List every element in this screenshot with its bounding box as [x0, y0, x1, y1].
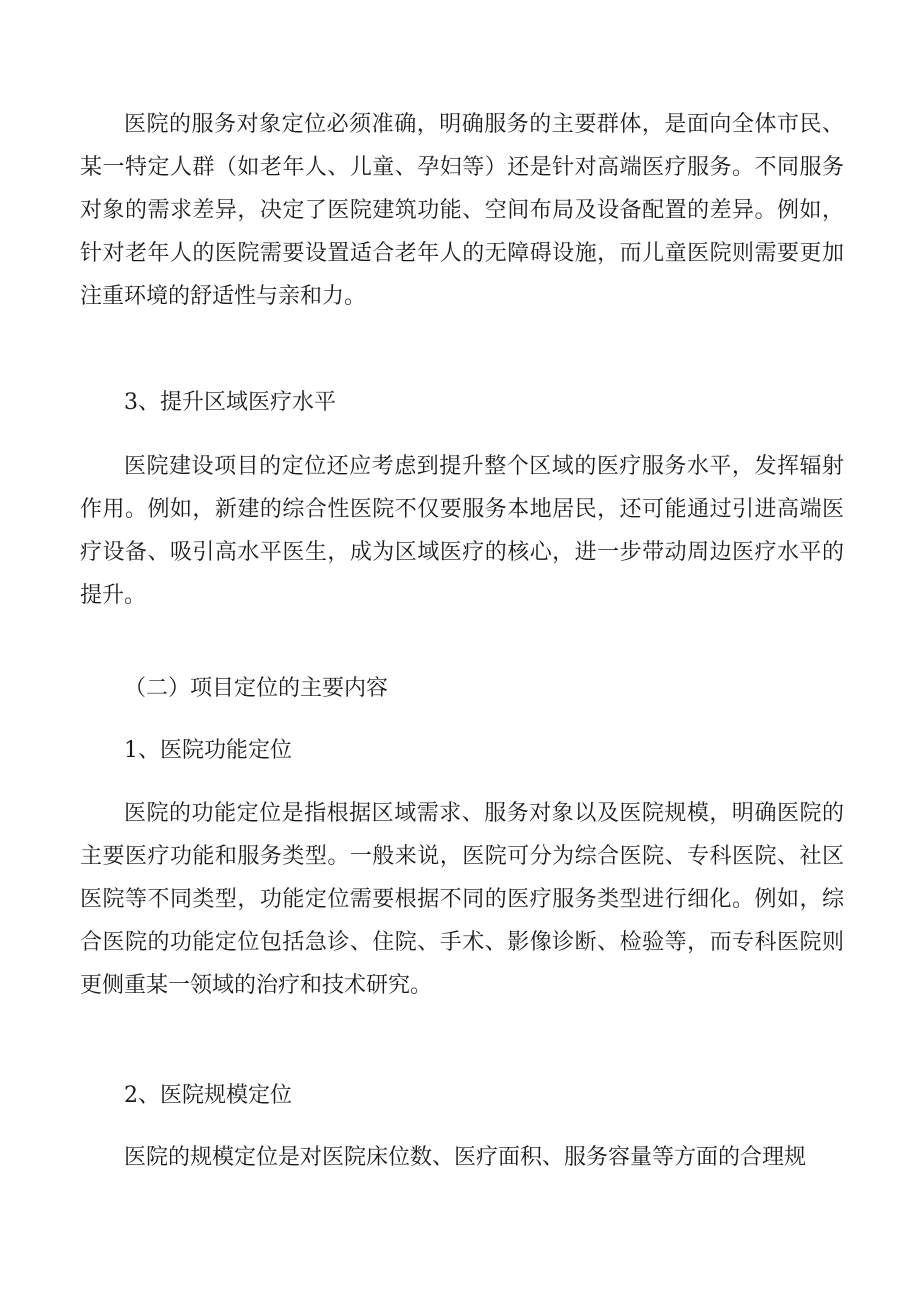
body-paragraph-scale-positioning: 医院的规模定位是对医院床位数、医疗面积、服务容量等方面的合理规 [124, 1145, 807, 1170]
subheading-scale-positioning: 2、医院规模定位 [124, 1083, 292, 1108]
body-paragraph-function-positioning: 医院的功能定位是指根据区域需求、服务对象以及医院规模，明确医院的主要医疗功能和服务类型。一般来说，医院可分为综合医院、专科医院、社区医院等不同类型，功能定位需要根据不同的医疗服务类型进行细化。例如，综合医院的功能定位包括急诊、住院、手术、影像诊断、检验等，而专科医院则更侧重某一领域的治疗和技术研究。 [80, 801, 844, 998]
subheading-regional-medical-level: 3、提升区域医疗水平 [124, 390, 336, 415]
body-paragraph-service-target: 医院的服务对象定位必须准确，明确服务的主要群体，是面向全体市民、某一特定人群（如老年人、儿童、孕妇等）还是针对高端医疗服务。不同服务对象的需求差异，决定了医院建筑功能、空间布局及设备配置的差异。例如，针对老年人的医院需要设置适合老年人的无障碍设施，而儿童医院则需要更加注重环境的舒适性与亲和力。 [80, 112, 844, 309]
section-heading-project-positioning: （二）项目定位的主要内容 [124, 676, 389, 701]
subheading-function-positioning: 1、医院功能定位 [124, 738, 292, 763]
body-paragraph-regional-level: 医院建设项目的定位还应考虑到提升整个区域的医疗服务水平，发挥辐射作用。例如，新建的综合性医院不仅要服务本地居民，还可能通过引进高端医疗设备、吸引高水平医生，成为区域医疗的核心，进一步带动周边医疗水平的提升。 [80, 454, 844, 608]
